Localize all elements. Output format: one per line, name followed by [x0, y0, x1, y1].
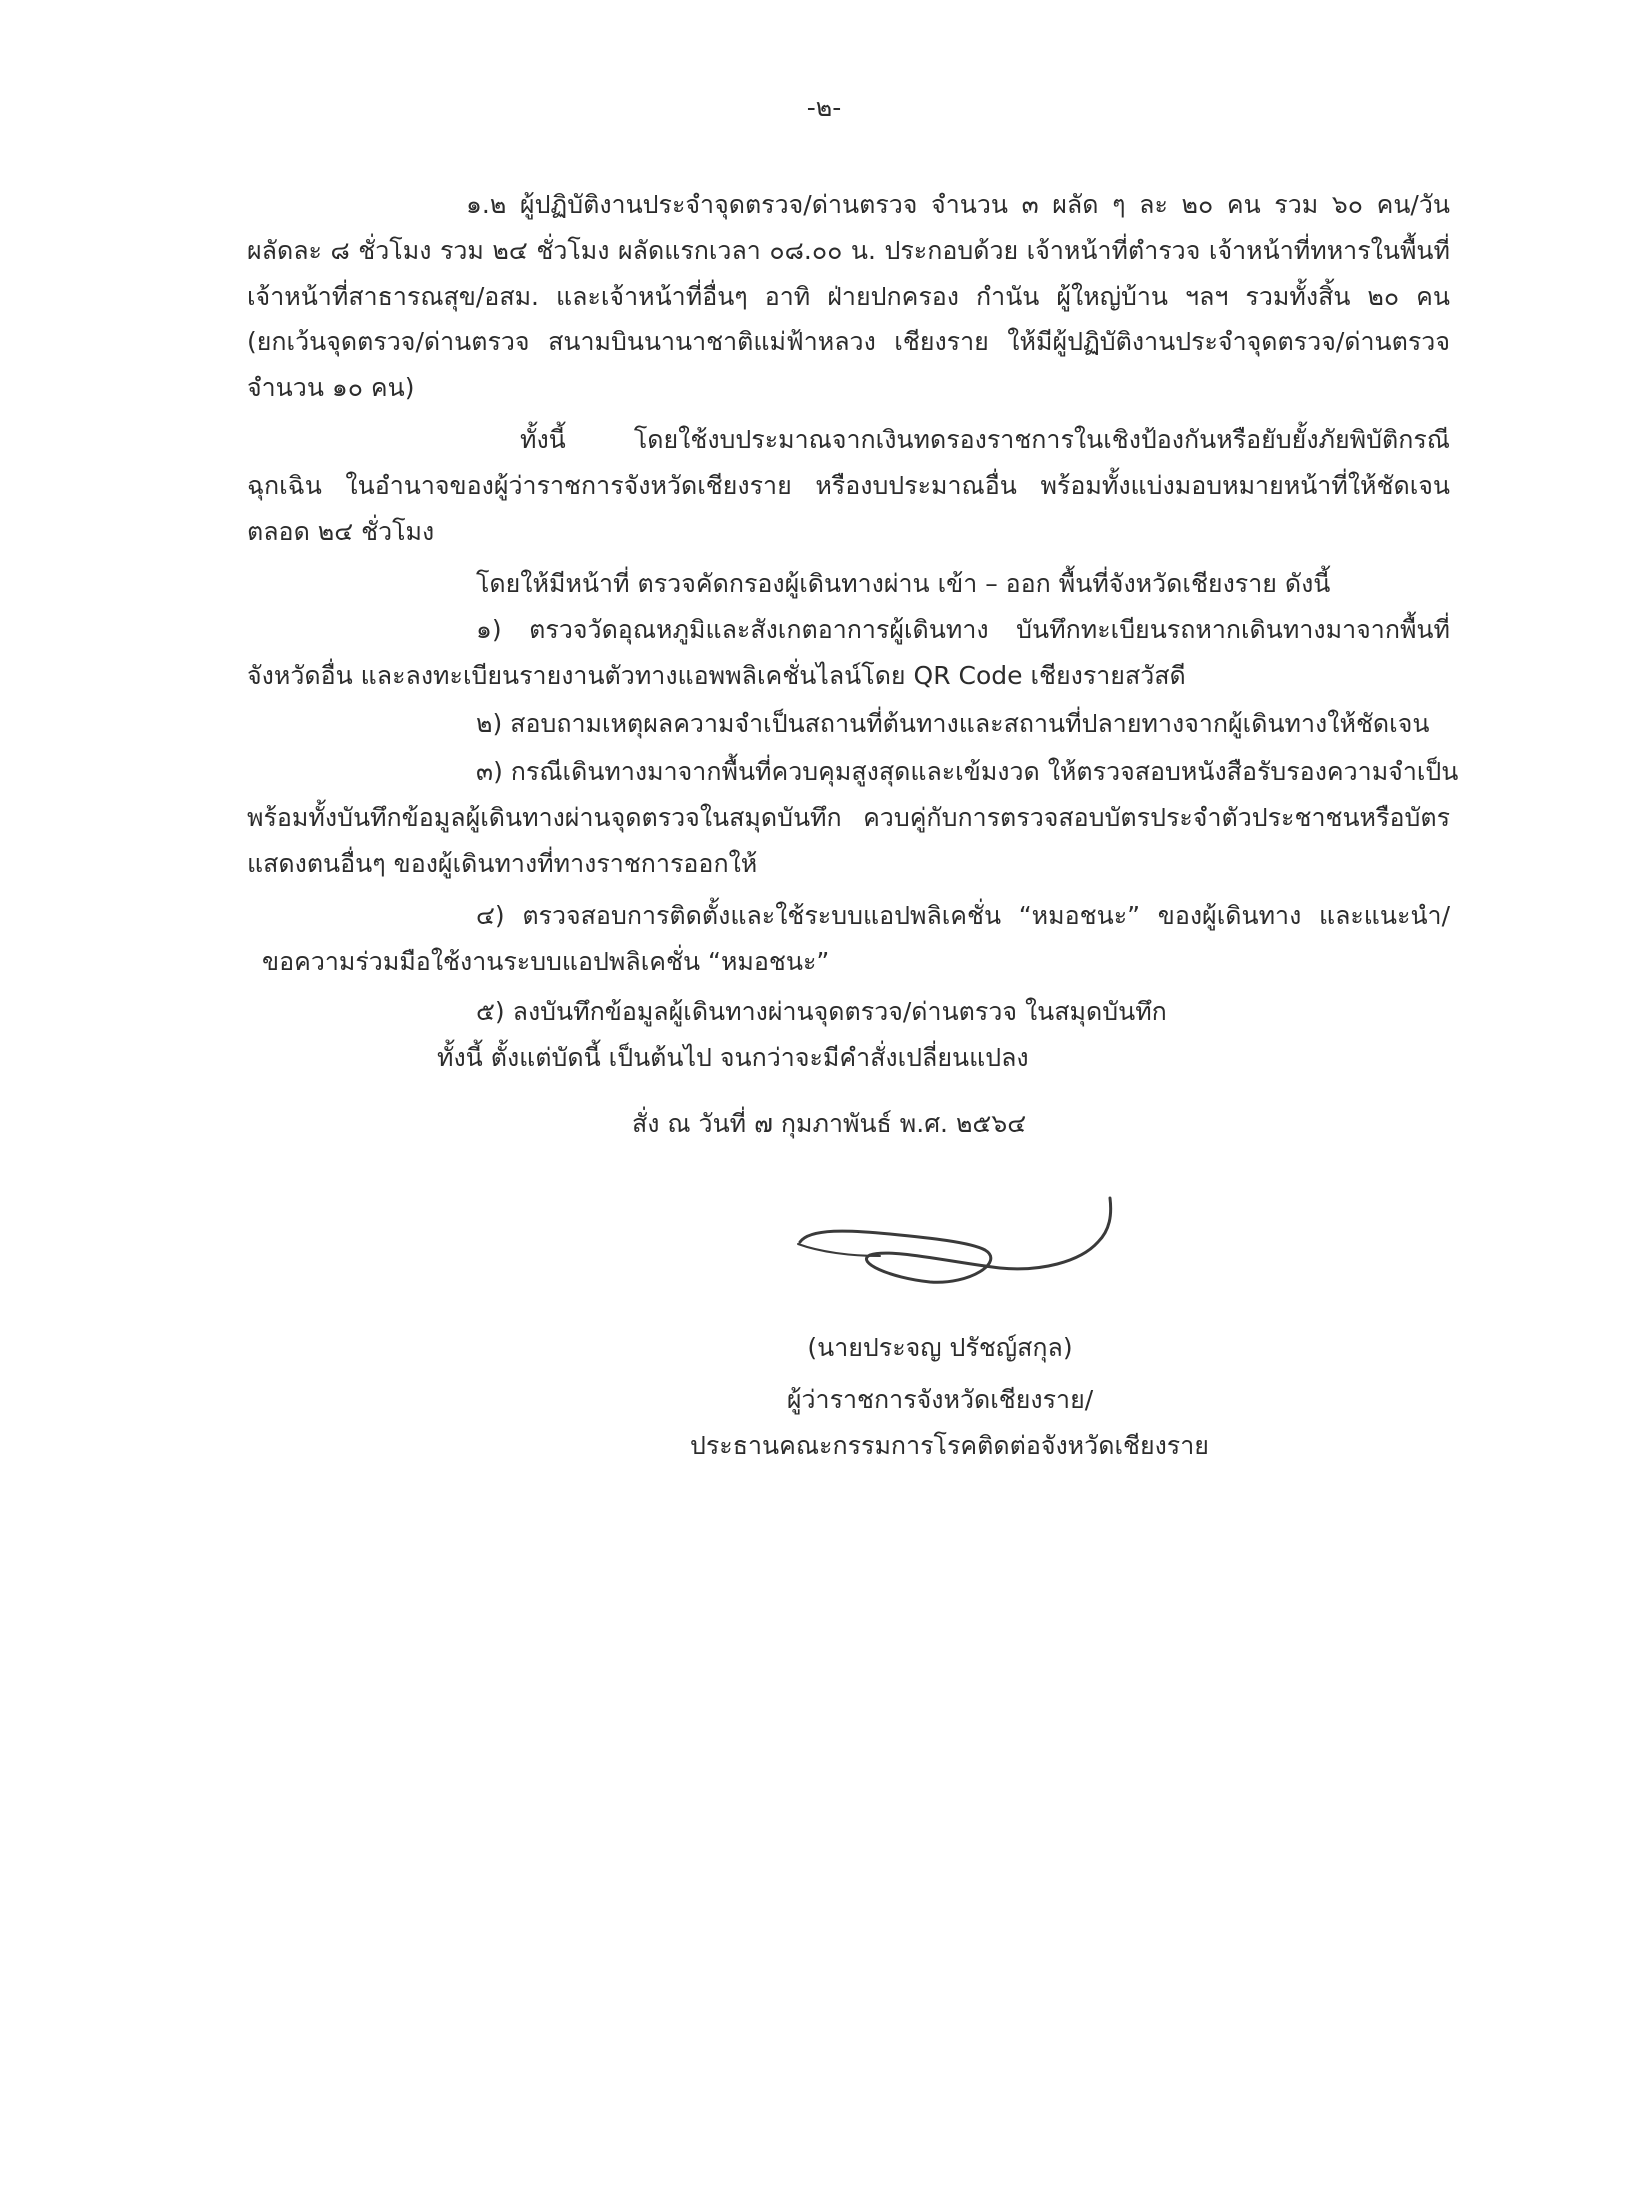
- duty-3-line-1: ๓) กรณีเดินทางมาจากพื้นที่ควบคุมสูงสุดและเข้มงวด ให้ตรวจสอบหนังสือรับรองความจำเป็น: [476, 757, 1459, 786]
- duty-3-line-2: พร้อมทั้งบันทึกข้อมูลผู้เดินทางผ่านจุดตรวจในสมุดบันทึก ควบคู่กับการตรวจสอบบัตรประจำตัวประชาชนหรือบัตร: [247, 803, 1450, 832]
- item-1-2-line-3: เจ้าหน้าที่สาธารณสุข/อสม. และเจ้าหน้าที่อื่นๆ อาทิ ฝ่ายปกครอง กำนัน ผู้ใหญ่บ้าน ฯลฯ รวมทั้งสิ้น ๒๐ คน: [247, 282, 1450, 311]
- item-1-2-line-5: จำนวน ๑๐ คน): [247, 373, 415, 402]
- duty-1-line-2: จังหวัดอื่น และลงทะเบียนรายงานตัวทางแอพพลิเคชั่นไลน์โดย QR Code เชียงรายสวัสดี: [247, 661, 1186, 690]
- signatory-position-1: ผู้ว่าราชการจังหวัดเชียงราย/: [786, 1385, 1094, 1414]
- duty-4-line-2: ขอความร่วมมือใช้งานระบบแอปพลิเคชั่น “หมอชนะ”: [262, 947, 830, 976]
- duty-1-line-1: ๑) ตรวจวัดอุณหภูมิและสังเกตอาการผู้เดินทาง บันทึกทะเบียนรถหากเดินทางมาจากพื้นที่: [476, 615, 1450, 644]
- item-1-2-line-4: (ยกเว้นจุดตรวจ/ด่านตรวจ สนามบินนานาชาติแม่ฟ้าหลวง เชียงราย ให้มีผู้ปฏิบัติงานประจำจุดตรวจ/ด่านตรวจ: [247, 327, 1450, 356]
- item-1-2-line-2: ผลัดละ ๘ ชั่วโมง รวม ๒๔ ชั่วโมง ผลัดแรกเวลา ๐๘.๐๐ น. ประกอบด้วย เจ้าหน้าที่ตำรวจ เจ้าหน้าที่ทหารในพื้นที่: [247, 236, 1450, 265]
- duties-intro: โดยให้มีหน้าที่ ตรวจคัดกรองผู้เดินทางผ่าน เข้า – ออก พื้นที่จังหวัดเชียงราย ดังนี้: [476, 569, 1331, 598]
- signatory-name: (นายประจญ ปรัชญ์สกุล): [807, 1333, 1073, 1362]
- signature-mark: [780, 1190, 1140, 1300]
- page-number: -๒-: [806, 93, 842, 122]
- order-date: สั่ง ณ วันที่ ๗ กุมภาพันธ์ พ.ศ. ๒๕๖๔: [632, 1109, 1027, 1138]
- budget-line-1: ทั้งนี้ โดยใช้งบประมาณจากเงินทดรองราชการในเชิงป้องกันหรือยับยั้งภัยพิบัติกรณี: [520, 425, 1450, 454]
- signatory-position-2: ประธานคณะกรรมการโรคติดต่อจังหวัดเชียงราย: [690, 1431, 1209, 1460]
- budget-line-2: ฉุกเฉิน ในอำนาจของผู้ว่าราชการจังหวัดเชียงราย หรืองบประมาณอื่น พร้อมทั้งแบ่งมอบหมายหน้าที่ให้ชัดเจน: [247, 471, 1450, 500]
- effective-statement: ทั้งนี้ ตั้งแต่บัดนี้ เป็นต้นไป จนกว่าจะมีคำสั่งเปลี่ยนแปลง: [437, 1043, 1029, 1072]
- duty-5-line-1: ๕) ลงบันทึกข้อมูลผู้เดินทางผ่านจุดตรวจ/ด่านตรวจ ในสมุดบันทึก: [476, 997, 1167, 1026]
- item-1-2-line-1: ๑.๒ ผู้ปฏิบัติงานประจำจุดตรวจ/ด่านตรวจ จำนวน ๓ ผลัด ๆ ละ ๒๐ คน รวม ๖๐ คน/วัน: [466, 190, 1450, 219]
- duty-4-line-1: ๔) ตรวจสอบการติดตั้งและใช้ระบบแอปพลิเคชั่น “หมอชนะ” ของผู้เดินทาง และแนะนำ/: [476, 901, 1450, 930]
- duty-3-line-3: แสดงตนอื่นๆ ของผู้เดินทางที่ทางราชการออกให้: [247, 849, 758, 878]
- budget-line-3: ตลอด ๒๔ ชั่วโมง: [247, 517, 435, 546]
- duty-2-line-1: ๒) สอบถามเหตุผลความจำเป็นสถานที่ต้นทางและสถานที่ปลายทางจากผู้เดินทางให้ชัดเจน: [476, 709, 1430, 738]
